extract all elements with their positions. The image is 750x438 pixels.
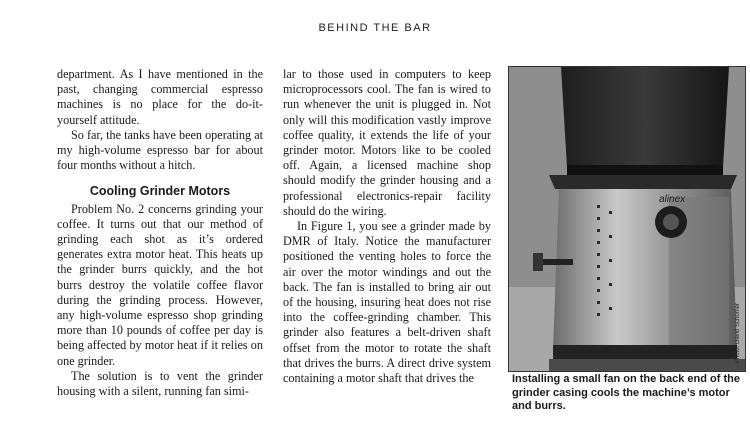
grinder-photo — [508, 66, 746, 372]
paragraph: department. As I have mentioned in the past, changing commercial espresso machines is no place for the do-it-yourself attitude. — [57, 67, 263, 127]
section-header: BEHIND THE BAR — [318, 22, 432, 34]
paragraph: lar to those used in computers to keep microprocessors cool. The fan is wired to run whenever the unit is plugged in. Not only will this modification vastly improve coffee quality, it extends the life of your grinder motor. Motors like to be cooled off. Again, a licensed machine shop should modify the grinder housing and a professional electronics-repair facility should do the wiring. — [283, 67, 491, 218]
hopper — [561, 67, 729, 167]
brand-label: alinex — [659, 194, 686, 205]
photo-credit: Photo: David Schomer — [735, 302, 741, 363]
figure-caption: Installing a small fan on the back end of the grinder casing cools the machine’s motor and burrs. — [512, 373, 740, 412]
middle-text-column — [283, 67, 491, 386]
paragraph: Problem No. 2 concerns grinding your coffee. It turns out that our method of grinding each shot as it’s ordered generates extra motor heat. This heats up the grinder burrs quickly, and the hot burrs destroy the volatile coffee flavor during the grinding process. However, any high-volume espresso shop grinding more than 10 pounds of coffee per day is being affected by motor heat if it relies on one grinder. — [57, 201, 263, 368]
left-text-column — [57, 67, 263, 399]
subheading: Cooling Grinder Motors — [89, 184, 231, 199]
paragraph: In Figure 1, you see a grinder made by DMR of Italy. Notice the manufacturer positioned the venting holes to force the air over the motor windings and out the back. The fan is installed to bring air out of the housing, insuring heat does not rise into the coffee-grinding chamber. This grinder also features a belt-driven shaft offset from the motor to rotate the shaft that drives the burrs. A direct drive system containing a motor shaft that drives the — [283, 219, 491, 386]
grinder-illustration — [509, 67, 745, 371]
dosing-lever — [539, 259, 573, 265]
paragraph: So far, the tanks have been operating at my high-volume espresso bar for about four months without a hitch. — [57, 127, 263, 173]
paragraph: The solution is to vent the grinder housing with a silent, running fan simi- — [57, 368, 263, 399]
grinder-base — [553, 345, 737, 361]
